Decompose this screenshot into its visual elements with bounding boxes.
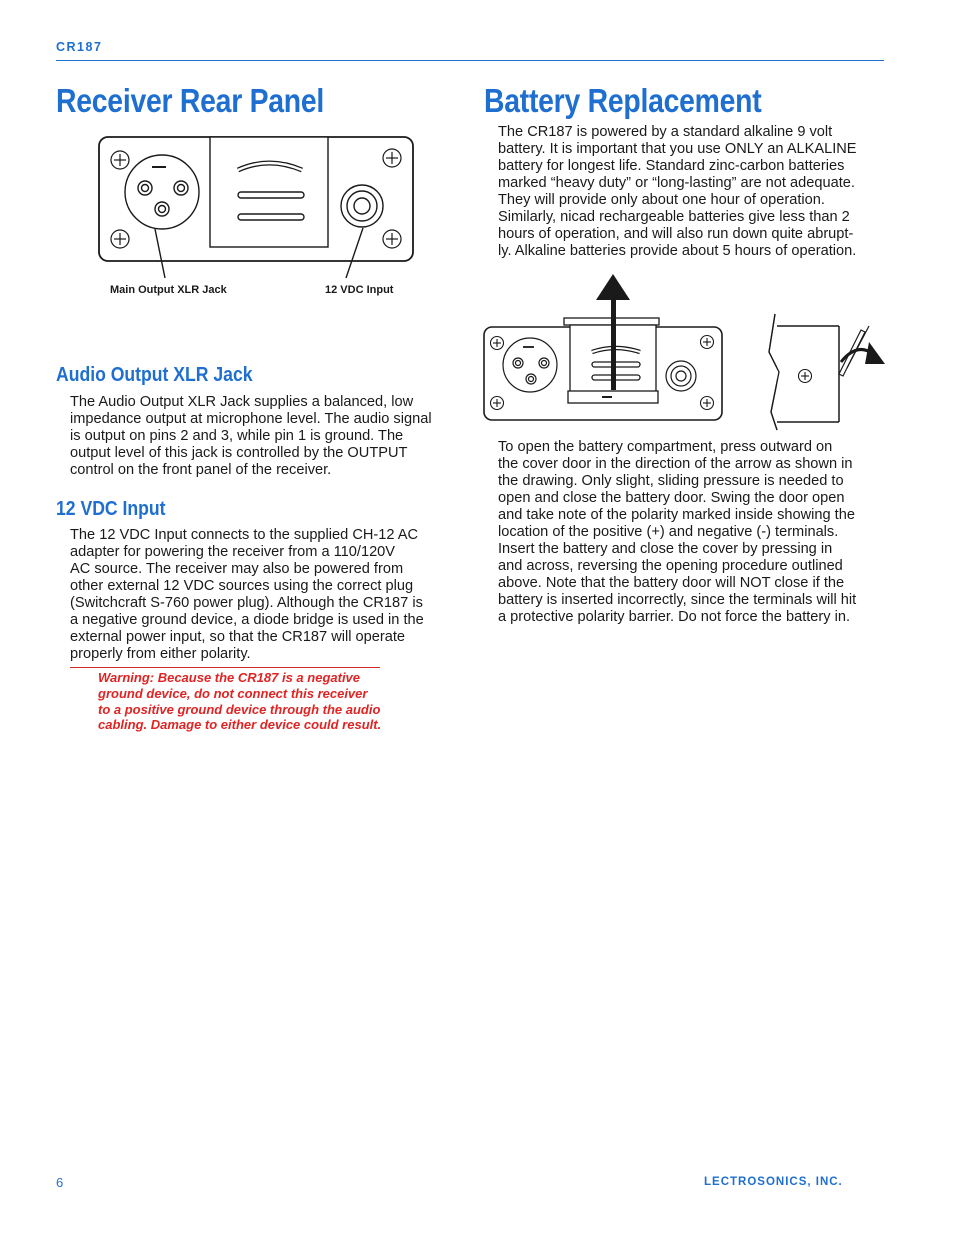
header-divider [56, 60, 884, 61]
battery-door-open-drawing [482, 272, 727, 422]
document-code: CR187 [56, 40, 103, 54]
warning-note: Warning: Because the CR187 is a negative ground device, do not connect this receiver to a positive ground device through the audio cabling. Damage to either device could result. [98, 670, 382, 733]
dc-jack-icon [666, 361, 696, 391]
page-number: 6 [56, 1175, 64, 1190]
xlr-jack-caption: Main Output XLR Jack [110, 284, 227, 296]
battery-door-icon [210, 137, 328, 247]
screw-icon [799, 370, 812, 383]
vdc-input-caption: 12 VDC Input [325, 284, 394, 296]
rear-panel-drawing [98, 136, 418, 271]
xlr-jack-icon [125, 155, 199, 229]
xlr-jack-icon [503, 338, 557, 392]
screw-icon [383, 230, 401, 248]
battery-door-side-drawing [765, 312, 885, 432]
screw-icon [491, 337, 504, 350]
screw-icon [701, 336, 714, 349]
rear-panel-title: Receiver Rear Panel [56, 82, 325, 119]
warning-divider [70, 667, 380, 668]
vdc-input-paragraph: The 12 VDC Input connects to the supplied CH-12 AC adapter for powering the receiver from a 110/120V AC source. The receiver may also be powered from other external 12 VDC sources using the correct plug (Switchcraft S-760 power plug). Although the CR187 is a negative ground device, a diode bridge is used in the external power input, so that the CR187 will operate properly from either polarity. [70, 527, 424, 662]
battery-replacement-title: Battery Replacement [484, 82, 762, 119]
dc-jack-icon [341, 185, 383, 227]
footer-brand: LECTROSONICS, INC. [704, 1176, 843, 1188]
battery-procedure-paragraph: To open the battery compartment, press outward on the cover door in the direction of the arrow as shown in the drawing. Only slight, sliding pressure is needed to open and close the battery door. Swing the door open and take note of the polarity marked inside showing the location of the positive (+) and negative (-) terminals. Insert the battery and close the cover by pressing in and across, reversing the opening procedure outlined above. Note that the battery door will NOT close if the battery is inserted incorrectly, since the terminals will hit a protective polarity barrier. Do not force the battery in. [498, 439, 857, 625]
battery-intro-paragraph: The CR187 is powered by a standard alkaline 9 volt battery. It is important that you use ONLY an ALKALINE battery for longest life. Standard zinc-carbon batteries marked “heavy duty” or “long-lasting” are not adequate. They will provide only about one hour of operation. Similarly, nicad rechargeable batteries give less than 2 hours of operation, and will also run down quite abrupt- ly. Alkaline batteries provide about 5 hours of operation. [498, 124, 857, 259]
screw-icon [111, 230, 129, 248]
screw-icon [491, 397, 504, 410]
vdc-input-heading: 12 VDC Input [56, 498, 166, 520]
audio-output-paragraph: The Audio Output XLR Jack supplies a balanced, low impedance output at microphone level. The audio signal is output on pins 2 and 3, while pin 1 is ground. The output level of this jack is controlled by the OUTPUT control on the front panel of the receiver. [70, 394, 432, 478]
screw-icon [111, 151, 129, 169]
audio-output-heading: Audio Output XLR Jack [56, 364, 253, 386]
screw-icon [383, 149, 401, 167]
screw-icon [701, 397, 714, 410]
